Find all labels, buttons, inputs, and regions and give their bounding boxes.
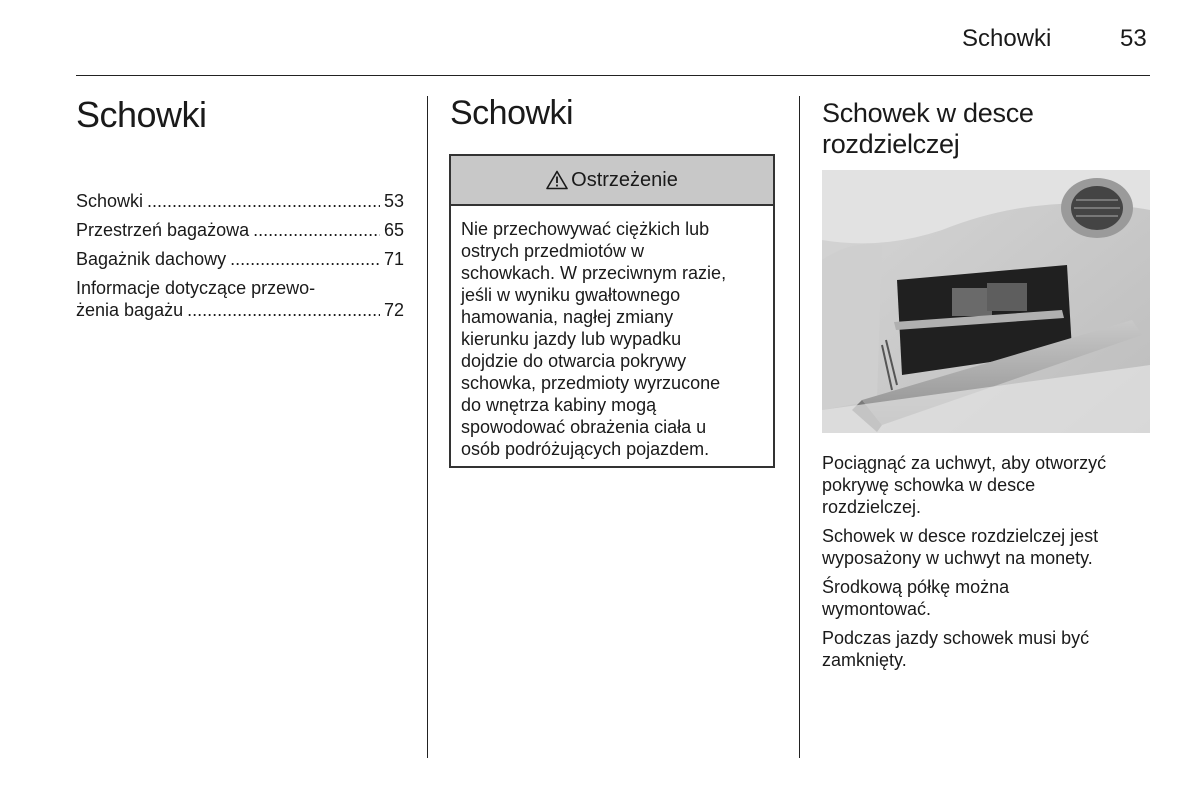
paragraph-line: wymontować. [822, 599, 932, 619]
paragraph-line: pokrywę schowka w desce [822, 475, 1036, 495]
toc-entry[interactable] [76, 248, 404, 270]
toc-entry-page: 65 [383, 220, 404, 240]
paragraph-line: wyposażony w uchwyt na monety. [822, 548, 1093, 568]
toc-entry-page: 71 [383, 249, 404, 269]
paragraph-line: zamknięty. [822, 650, 907, 670]
warning-header [451, 156, 773, 206]
warning-line: jeśli w wyniku gwałtownego [461, 285, 681, 305]
subsection-title-line: rozdzielczej [822, 129, 960, 159]
page-number: 53 [1120, 25, 1147, 52]
body-paragraph [822, 576, 1152, 620]
header-section-title: Schowki [962, 25, 1052, 52]
header-rule [76, 75, 1150, 76]
toc-leader-dots [253, 219, 380, 241]
toc-leader-dots [230, 248, 380, 270]
warning-line: schowka, przedmioty wyrzucone [461, 373, 721, 393]
body-paragraph [822, 452, 1152, 518]
toc-entry-label-line1: Informacje dotyczące przewo- [76, 278, 316, 298]
warning-line: osób podróżujących pojazdem. [461, 439, 710, 459]
paragraph-line: Środkową półkę można [822, 577, 1010, 597]
toc-leader-dots [147, 190, 380, 212]
warning-line: schowkach. W przeciwnym razie, [461, 263, 727, 283]
warning-triangle-icon [546, 170, 568, 190]
chapter-title: Schowki [76, 94, 207, 135]
section-title: Schowki [450, 94, 574, 132]
warning-line: dojdzie do otwarcia pokrywy [461, 351, 687, 371]
column-divider [427, 96, 428, 758]
toc-entry-page: 53 [383, 191, 404, 211]
paragraph-line: Podczas jazdy schowek musi być [822, 628, 1090, 648]
column-divider [799, 96, 800, 758]
warning-line: Nie przechowywać ciężkich lub [461, 219, 710, 239]
body-paragraph [822, 627, 1152, 671]
warning-line: hamowania, nagłej zmiany [461, 307, 674, 327]
toc-entry-label: żenia bagażu [76, 300, 184, 320]
toc-entry-page: 72 [383, 300, 404, 320]
glovebox-photo [822, 170, 1150, 433]
toc-entry[interactable] [76, 190, 404, 212]
warning-line: ostrych przedmiotów w [461, 241, 645, 261]
toc-leader-dots [187, 299, 380, 321]
toc-entry[interactable] [76, 219, 404, 241]
body-paragraph [822, 525, 1152, 569]
warning-line: do wnętrza kabiny mogą [461, 395, 657, 415]
paragraph-line: rozdzielczej. [822, 497, 922, 517]
subsection-title [822, 98, 1034, 160]
table-of-contents [76, 190, 404, 328]
paragraph-line: Schowek w desce rozdzielczej jest [822, 526, 1099, 546]
toc-entry[interactable] [76, 277, 404, 321]
warning-line: spowodować obrażenia ciała u [461, 417, 707, 437]
warning-title: Ostrzeżenie [571, 168, 678, 191]
toc-entry-label: Schowki [76, 191, 144, 211]
warning-box [449, 154, 775, 468]
paragraph-line: Pociągnąć za uchwyt, aby otworzyć [822, 453, 1107, 473]
warning-line: kierunku jazdy lub wypadku [461, 329, 682, 349]
toc-entry-label: Przestrzeń bagażowa [76, 220, 250, 240]
warning-text [451, 206, 773, 460]
toc-entry-label: Bagażnik dachowy [76, 249, 227, 269]
subsection-title-line: Schowek w desce [822, 98, 1034, 128]
